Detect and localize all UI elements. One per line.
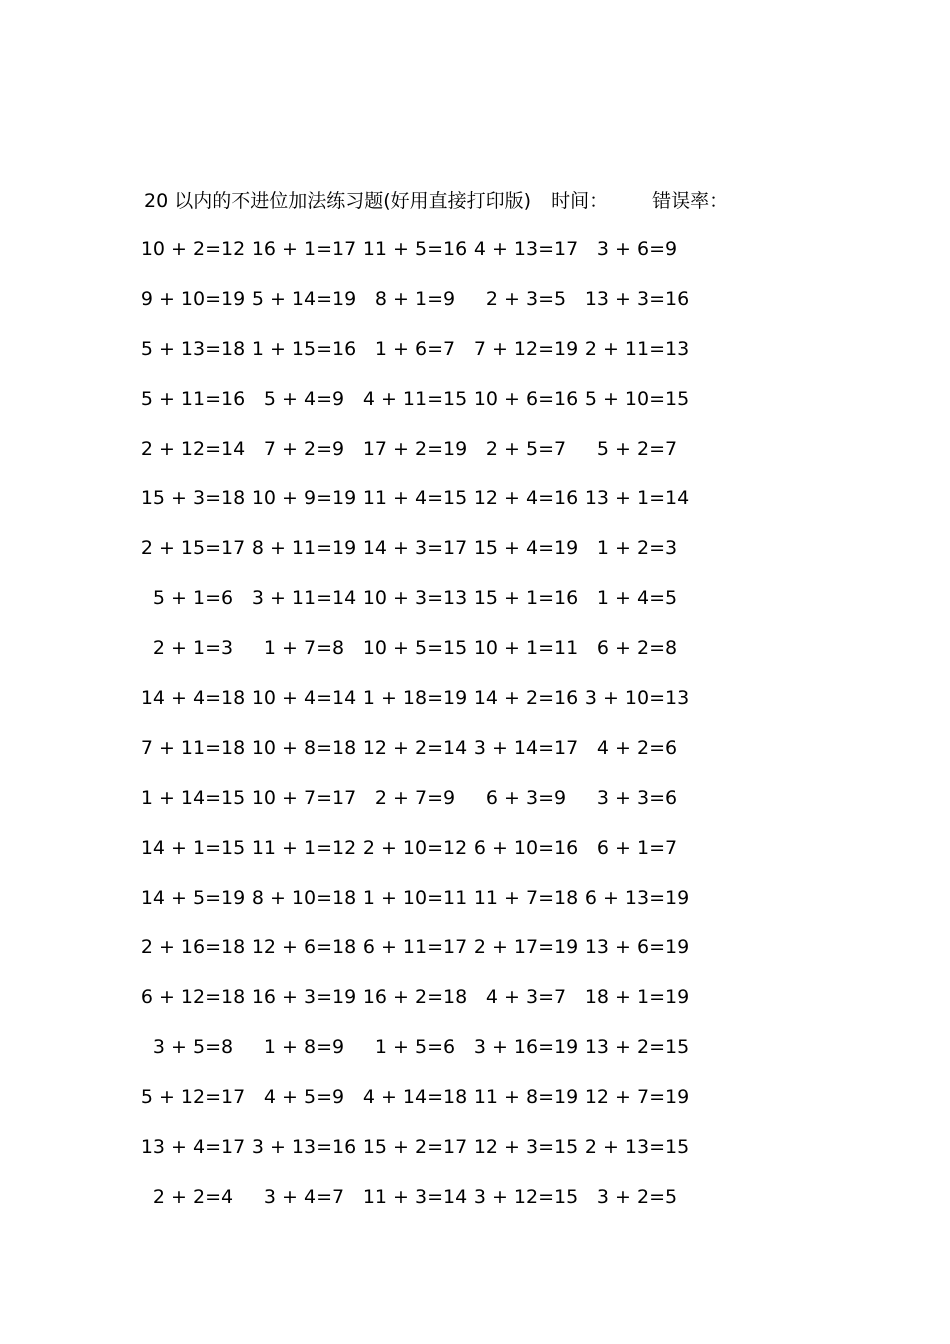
problem-row — [140, 735, 700, 785]
problem: 13 + 6=19 — [584, 936, 690, 959]
problem: 5 + 2=7 — [596, 437, 678, 460]
problem: 11 + 8=19 — [473, 1086, 579, 1109]
problem-row — [140, 635, 700, 685]
problem: 10 + 2=12 — [140, 238, 246, 260]
problem: 4 + 14=18 — [362, 1086, 468, 1109]
problem: 10 + 7=17 — [251, 786, 357, 809]
problem: 3 + 5=8 — [152, 1036, 234, 1059]
problem-row — [140, 984, 700, 1034]
problem: 5 + 11=16 — [140, 387, 246, 410]
problem: 6 + 2=8 — [596, 637, 678, 660]
problem-row — [140, 236, 700, 286]
problem: 4 + 13=17 — [473, 238, 579, 260]
problem-row — [140, 535, 700, 585]
problem: 5 + 4=9 — [263, 387, 345, 410]
problem: 2 + 17=19 — [473, 936, 579, 959]
problem: 1 + 2=3 — [596, 537, 678, 560]
problem: 5 + 13=18 — [140, 337, 246, 360]
problem-row — [140, 885, 700, 935]
problem: 5 + 12=17 — [140, 1086, 246, 1109]
problem: 13 + 1=14 — [584, 487, 690, 510]
problem: 1 + 15=16 — [251, 337, 357, 360]
problem: 6 + 3=9 — [485, 786, 567, 809]
problem-row — [140, 585, 700, 635]
problem: 12 + 4=16 — [473, 487, 579, 510]
problem: 1 + 4=5 — [596, 587, 678, 610]
problem: 3 + 16=19 — [473, 1036, 579, 1059]
problem: 18 + 1=19 — [584, 986, 690, 1009]
problem: 8 + 1=9 — [374, 287, 456, 310]
problem: 2 + 13=15 — [584, 1136, 690, 1159]
problem: 8 + 10=18 — [251, 886, 357, 909]
problem: 1 + 18=19 — [362, 687, 468, 710]
problem: 1 + 7=8 — [263, 637, 345, 660]
problem: 9 + 10=19 — [140, 287, 246, 310]
problem: 12 + 7=19 — [584, 1086, 690, 1109]
problem: 13 + 3=16 — [584, 287, 690, 310]
problem: 3 + 13=16 — [251, 1136, 357, 1159]
worksheet-header — [144, 186, 728, 213]
problem: 2 + 7=9 — [374, 786, 456, 809]
problem: 10 + 6=16 — [473, 387, 579, 410]
problem: 2 + 1=3 — [152, 637, 234, 660]
problem: 3 + 2=5 — [596, 1185, 678, 1208]
problem: 2 + 2=4 — [152, 1185, 234, 1208]
problem: 3 + 3=6 — [596, 786, 678, 809]
problem: 10 + 1=11 — [473, 637, 579, 660]
time-label: 时间： — [551, 190, 609, 212]
problem-row — [140, 785, 700, 835]
problem: 5 + 1=6 — [152, 587, 234, 610]
problem: 17 + 2=19 — [362, 437, 468, 460]
problem: 3 + 14=17 — [473, 736, 579, 759]
problem: 7 + 12=19 — [473, 337, 579, 360]
problem: 14 + 5=19 — [140, 886, 246, 909]
problem: 6 + 13=19 — [584, 886, 690, 909]
problem: 15 + 4=19 — [473, 537, 579, 560]
problem: 11 + 5=16 — [362, 238, 468, 260]
problem: 1 + 6=7 — [374, 337, 456, 360]
problem: 10 + 5=15 — [362, 637, 468, 660]
problem: 15 + 1=16 — [473, 587, 579, 610]
problem: 15 + 3=18 — [140, 487, 246, 510]
problem: 5 + 14=19 — [251, 287, 357, 310]
problem: 14 + 1=15 — [140, 836, 246, 859]
problem: 5 + 10=15 — [584, 387, 690, 410]
problem: 14 + 3=17 — [362, 537, 468, 560]
problem: 2 + 5=7 — [485, 437, 567, 460]
problem: 12 + 2=14 — [362, 736, 468, 759]
problem: 2 + 16=18 — [140, 936, 246, 959]
problem: 10 + 8=18 — [251, 736, 357, 759]
problem: 13 + 4=17 — [140, 1136, 246, 1159]
problem-row — [140, 485, 700, 535]
problem: 14 + 2=16 — [473, 687, 579, 710]
problem: 11 + 3=14 — [362, 1185, 468, 1208]
problem: 6 + 10=16 — [473, 836, 579, 859]
problem-row — [140, 386, 700, 436]
problem-row — [140, 1034, 700, 1084]
problem-row — [140, 934, 700, 984]
problem: 16 + 1=17 — [251, 238, 357, 260]
problem-row — [140, 835, 700, 885]
problem: 2 + 3=5 — [485, 287, 567, 310]
problem: 7 + 11=18 — [140, 736, 246, 759]
problem-row — [140, 1134, 700, 1184]
problem-row — [140, 436, 700, 486]
problem: 14 + 4=18 — [140, 687, 246, 710]
problem: 1 + 5=6 — [374, 1036, 456, 1059]
problem: 12 + 3=15 — [473, 1136, 579, 1159]
problem: 3 + 12=15 — [473, 1185, 579, 1208]
problem: 3 + 6=9 — [596, 238, 678, 260]
problem: 3 + 4=7 — [263, 1185, 345, 1208]
problem: 16 + 2=18 — [362, 986, 468, 1009]
problem: 4 + 11=15 — [362, 387, 468, 410]
problem-row — [140, 1084, 700, 1134]
problem: 13 + 2=15 — [584, 1036, 690, 1059]
problem-row — [140, 685, 700, 735]
problem-row — [140, 336, 700, 386]
problem: 2 + 12=14 — [140, 437, 246, 460]
problem: 4 + 5=9 — [263, 1086, 345, 1109]
problem: 10 + 4=14 — [251, 687, 357, 710]
problem: 11 + 1=12 — [251, 836, 357, 859]
problem-row — [140, 286, 700, 336]
problem: 6 + 11=17 — [362, 936, 468, 959]
problem: 12 + 6=18 — [251, 936, 357, 959]
problem: 6 + 12=18 — [140, 986, 246, 1009]
problem: 1 + 8=9 — [263, 1036, 345, 1059]
problem: 3 + 10=13 — [584, 687, 690, 710]
worksheet-title: 20 以内的不进位加法练习题(好用直接打印版) — [144, 190, 532, 212]
problem: 11 + 4=15 — [362, 487, 468, 510]
problem: 8 + 11=19 — [251, 537, 357, 560]
problem: 10 + 3=13 — [362, 587, 468, 610]
problem: 1 + 10=11 — [362, 886, 468, 909]
problem: 2 + 15=17 — [140, 537, 246, 560]
problem: 10 + 9=19 — [251, 487, 357, 510]
problem: 7 + 2=9 — [263, 437, 345, 460]
problem-grid — [140, 236, 700, 1234]
problem: 16 + 3=19 — [251, 986, 357, 1009]
problem: 15 + 2=17 — [362, 1136, 468, 1159]
error-rate-label: 错误率： — [652, 190, 729, 212]
problem: 11 + 7=18 — [473, 886, 579, 909]
problem: 2 + 11=13 — [584, 337, 690, 360]
problem: 4 + 2=6 — [596, 736, 678, 759]
problem: 2 + 10=12 — [362, 836, 468, 859]
problem: 1 + 14=15 — [140, 786, 246, 809]
problem: 4 + 3=7 — [485, 986, 567, 1009]
problem: 3 + 11=14 — [251, 587, 357, 610]
problem-row — [140, 1184, 700, 1234]
problem: 6 + 1=7 — [596, 836, 678, 859]
